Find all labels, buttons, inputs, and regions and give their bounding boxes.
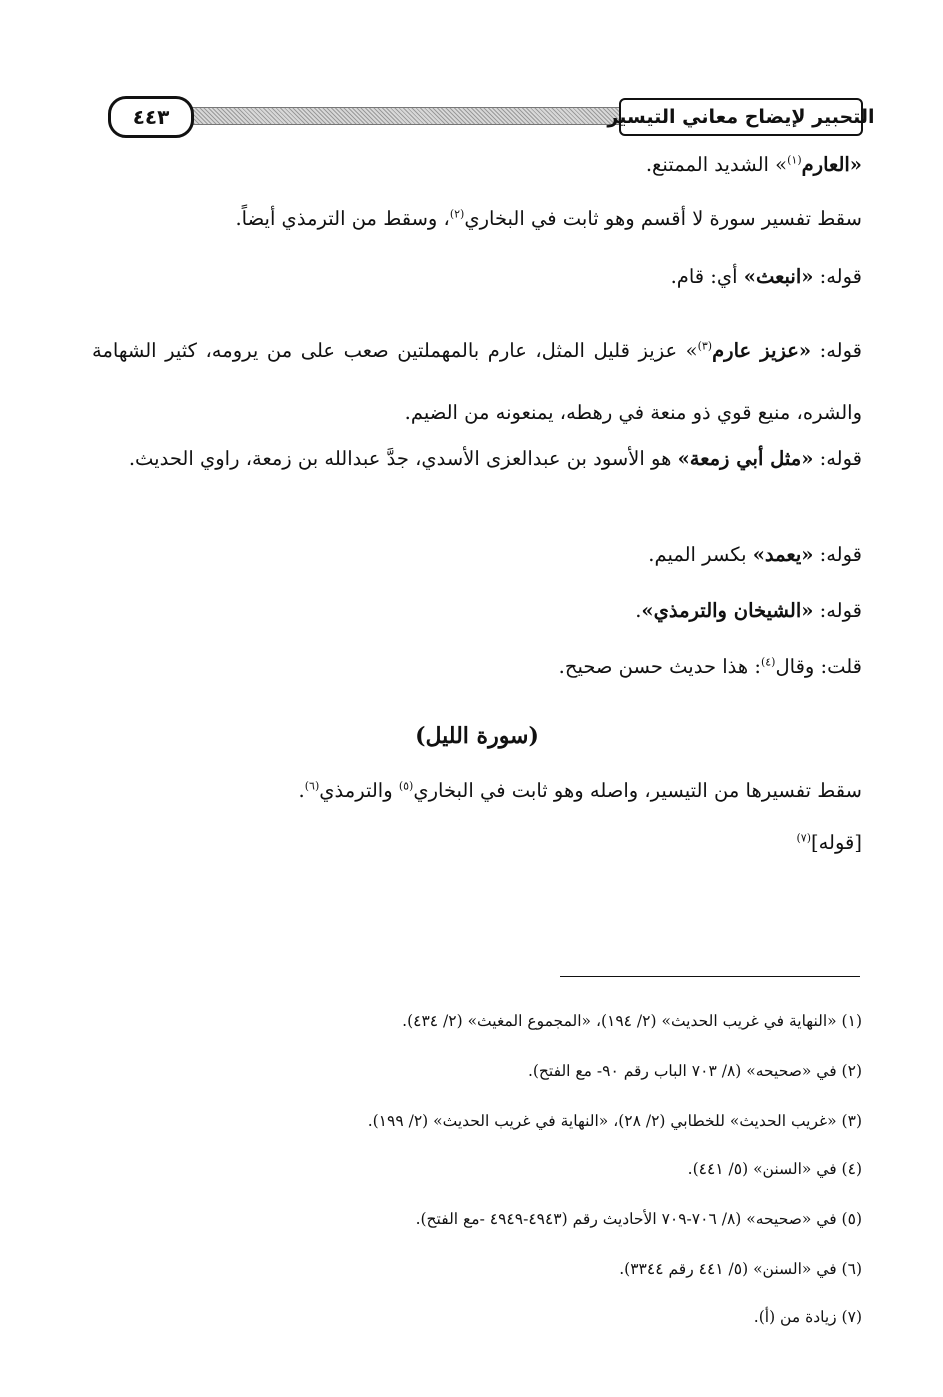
footnote: (١) «النهاية في غريب الحديث» (٢/ ١٩٤)، «المجموع المغيث» (٢/ ٤٣٤).: [402, 1012, 862, 1030]
text: : هذا حديث حسن صحيح.: [558, 655, 761, 678]
footnote-ref: (٦): [304, 779, 320, 793]
footnote: (٧) زيادة من (أ).: [753, 1308, 862, 1326]
paragraph-1: [92, 152, 862, 177]
header-decorative-band: [160, 107, 653, 125]
book-title: التحبير لإيضاح معاني التيسير: [619, 98, 863, 136]
paragraph-2: [92, 206, 862, 231]
text: قوله:: [811, 339, 862, 362]
text: قوله:: [813, 447, 862, 470]
footnote-ref: (٥): [398, 779, 414, 793]
text: هو الأسود بن عبدالعزى الأسدي، جدَّ عبدالله بن زمعة، راوي الحديث.: [128, 447, 678, 470]
footnote-ref: (٣): [697, 339, 713, 353]
paragraph-8: [92, 654, 862, 679]
paragraph-5: [92, 428, 862, 490]
text: سقط تفسيرها من التيسير، واصله وهو ثابت في البخاري: [413, 779, 862, 802]
text: » عزيز قليل المثل، عارم بالمهملتين صعب على من يرومه، كثير الشهامة والشره، منيع قوي ذو منعة في رهطه، يمنعونه من الضيم.: [92, 339, 862, 424]
footnote: (٦) في «السنن» (٥/ ٤٤١ رقم ٣٣٤٤).: [619, 1260, 862, 1278]
text: قلت: وقال: [775, 655, 862, 678]
running-header: [100, 96, 875, 136]
text: قوله:: [813, 265, 862, 288]
footnote-ref: (٤): [760, 655, 776, 669]
paragraph-7: [92, 598, 862, 623]
footnote-ref: (٧): [796, 831, 811, 845]
paragraph-6: [92, 542, 862, 567]
footnote-ref: (١): [787, 153, 802, 167]
text: قوله:: [813, 543, 862, 566]
text: بكسر الميم.: [648, 543, 753, 566]
term: «العارم: [801, 153, 862, 176]
paragraph-4: [92, 320, 862, 444]
page-number: ٤٤٣: [108, 96, 194, 138]
footnote: (٣) «غريب الحديث» للخطابي (٢/ ٢٨)، «النهاية في غريب الحديث» (٢/ ١٩٩).: [367, 1112, 862, 1130]
term: «الشيخان والترمذي»: [641, 599, 814, 622]
term: «يعمد»: [752, 543, 814, 566]
text: أي: قام.: [670, 265, 744, 288]
text: قوله:: [813, 599, 862, 622]
footnote-separator: [560, 976, 860, 977]
text: .: [635, 599, 642, 622]
paragraph-9: [92, 778, 862, 803]
paragraph-3: [92, 264, 862, 289]
term: «مثل أبي زمعة»: [677, 447, 814, 470]
term: «عزيز عارم: [712, 339, 812, 362]
section-title: (سورة الليل): [415, 723, 539, 749]
text: [قوله]: [810, 831, 862, 854]
term: «انبعث»: [743, 265, 814, 288]
footnote: (٤) في «السنن» (٥/ ٤٤١).: [687, 1160, 862, 1178]
text: والترمذي: [319, 779, 399, 802]
footnote: (٢) في «صحيحه» (٨/ ٧٠٣ الباب رقم ٩٠- مع الفتح).: [527, 1062, 862, 1080]
text: .: [298, 779, 305, 802]
text: » الشديد الممتنع.: [645, 153, 788, 176]
text: ، وسقط من الترمذي أيضاً.: [235, 207, 450, 230]
paragraph-10: [92, 830, 862, 855]
footnote-ref: (٢): [449, 207, 465, 221]
text: سقط تفسير سورة لا أقسم وهو ثابت في البخاري: [464, 207, 862, 230]
footnote: (٥) في «صحيحه» (٨/ ٧٠٦-٧٠٩ الأحاديث رقم (٤٩٤٣-٤٩٤٩ -مع الفتح).: [415, 1210, 862, 1228]
